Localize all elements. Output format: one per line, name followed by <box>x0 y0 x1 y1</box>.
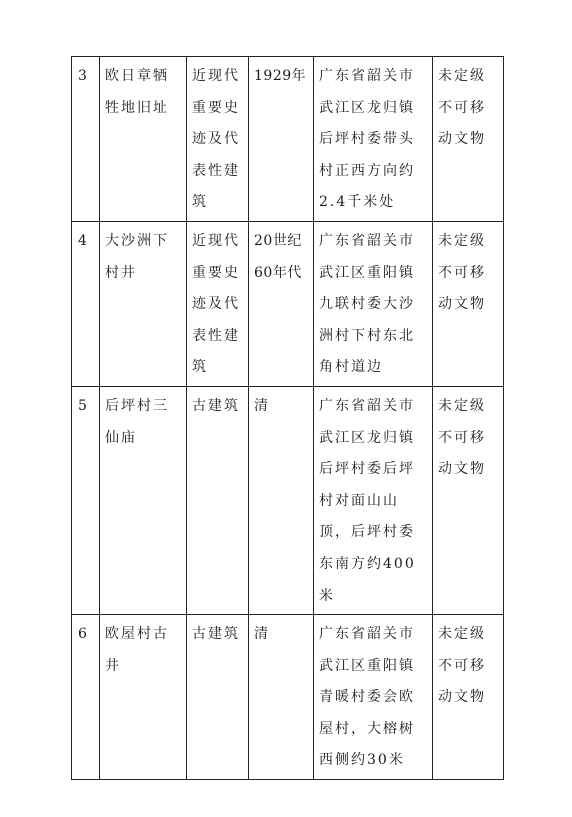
site-location: 广东省韶关市武江区龙归镇后坪村委后坪村对面山山顶，后坪村委东南方约400米 <box>314 386 433 614</box>
table-row <box>72 386 504 614</box>
site-status: 未定级不可移动文物 <box>433 221 504 386</box>
site-name: 欧日章牺牲地旧址 <box>100 57 187 222</box>
row-number: 6 <box>72 615 100 780</box>
site-name: 后坪村三仙庙 <box>100 386 187 614</box>
site-name: 大沙洲下村井 <box>100 221 187 386</box>
site-category: 古建筑 <box>187 615 249 780</box>
row-number: 4 <box>72 221 100 386</box>
table-row <box>72 57 504 222</box>
site-name: 欧屋村古井 <box>100 615 187 780</box>
site-status: 未定级不可移动文物 <box>433 57 504 222</box>
table-row <box>72 615 504 780</box>
site-category: 近现代重要史迹及代表性建筑 <box>187 57 249 222</box>
site-era: 20世纪60年代 <box>249 221 314 386</box>
site-era: 清 <box>249 615 314 780</box>
table-row <box>72 221 504 386</box>
row-number: 3 <box>72 57 100 222</box>
site-location: 广东省韶关市武江区重阳镇九联村委大沙洲村下村东北角村道边 <box>314 221 433 386</box>
site-location: 广东省韶关市武江区重阳镇青暖村委会欧屋村，大榕树西侧约30米 <box>314 615 433 780</box>
site-era: 1929年 <box>249 57 314 222</box>
site-category: 近现代重要史迹及代表性建筑 <box>187 221 249 386</box>
site-status: 未定级不可移动文物 <box>433 386 504 614</box>
site-category: 古建筑 <box>187 386 249 614</box>
row-number: 5 <box>72 386 100 614</box>
site-status: 未定级不可移动文物 <box>433 615 504 780</box>
site-location: 广东省韶关市武江区龙归镇后坪村委带头村正西方向约2.4千米处 <box>314 57 433 222</box>
site-era: 清 <box>249 386 314 614</box>
heritage-sites-table <box>71 56 504 780</box>
